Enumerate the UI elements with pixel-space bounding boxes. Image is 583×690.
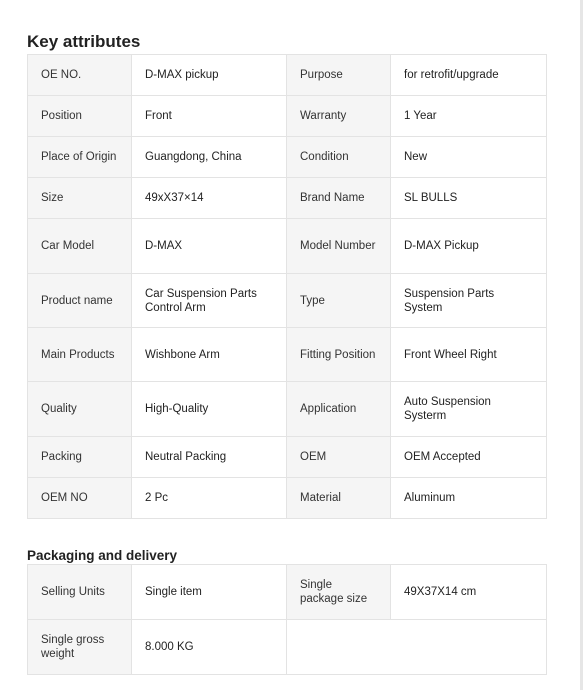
- attr-value: Front Wheel Right: [391, 328, 547, 382]
- table-row: [28, 382, 547, 437]
- table-row: [28, 478, 547, 519]
- packaging-table: [27, 564, 547, 675]
- attr-key: Single gross weight: [28, 620, 132, 675]
- empty-cell: [287, 620, 391, 675]
- attr-key: Material: [287, 478, 391, 519]
- table-row: [28, 437, 547, 478]
- table-row: [28, 178, 547, 219]
- packaging-title: Packaging and delivery: [27, 548, 178, 564]
- attr-value: New: [391, 137, 547, 178]
- attr-key: Purpose: [287, 55, 391, 96]
- attr-key: Main Products: [28, 328, 132, 382]
- attr-key: Single package size: [287, 565, 391, 620]
- attr-value: High-Quality: [132, 382, 287, 437]
- key-attributes-title: Key attributes: [27, 32, 141, 52]
- attr-value: 49X37X14 cm: [391, 565, 547, 620]
- attr-key: Place of Origin: [28, 137, 132, 178]
- attr-value: Wishbone Arm: [132, 328, 287, 382]
- attr-key: Selling Units: [28, 565, 132, 620]
- attr-key: Brand Name: [287, 178, 391, 219]
- attr-key: Position: [28, 96, 132, 137]
- key-attributes-table: [27, 54, 547, 519]
- attr-key: Size: [28, 178, 132, 219]
- attr-key: Fitting Position: [287, 328, 391, 382]
- attr-value: 2 Pc: [132, 478, 287, 519]
- attr-key: Model Number: [287, 219, 391, 274]
- attr-key: Quality: [28, 382, 132, 437]
- attr-value: Auto Suspension Systerm: [391, 382, 547, 437]
- attr-value: SL BULLS: [391, 178, 547, 219]
- table-row: [28, 328, 547, 382]
- table-row: [28, 274, 547, 328]
- attr-value: Car Suspension Parts Control Arm: [132, 274, 287, 328]
- attr-key: Packing: [28, 437, 132, 478]
- attr-value: 49xX37×14: [132, 178, 287, 219]
- attr-key: Warranty: [287, 96, 391, 137]
- attr-value: D-MAX pickup: [132, 55, 287, 96]
- attr-key: Application: [287, 382, 391, 437]
- attr-value: Single item: [132, 565, 287, 620]
- attr-value: Front: [132, 96, 287, 137]
- attr-value: OEM Accepted: [391, 437, 547, 478]
- attr-key: OEM: [287, 437, 391, 478]
- table-row: [28, 96, 547, 137]
- attr-value: 1 Year: [391, 96, 547, 137]
- attr-value: 8.000 KG: [132, 620, 287, 675]
- attr-value: Neutral Packing: [132, 437, 287, 478]
- attr-key: Car Model: [28, 219, 132, 274]
- attr-key: Product name: [28, 274, 132, 328]
- attr-value: for retrofit/upgrade: [391, 55, 547, 96]
- attr-value: Aluminum: [391, 478, 547, 519]
- table-row: [28, 620, 547, 675]
- attr-value: Suspension Parts System: [391, 274, 547, 328]
- attr-value: Guangdong, China: [132, 137, 287, 178]
- attr-key: OE NO.: [28, 55, 132, 96]
- table-row: [28, 565, 547, 620]
- attr-key: Type: [287, 274, 391, 328]
- empty-cell: [391, 620, 547, 675]
- attr-value: D-MAX Pickup: [391, 219, 547, 274]
- attr-key: Condition: [287, 137, 391, 178]
- table-row: [28, 137, 547, 178]
- table-row: [28, 219, 547, 274]
- attr-key: OEM NO: [28, 478, 132, 519]
- table-row: [28, 55, 547, 96]
- attr-value: D-MAX: [132, 219, 287, 274]
